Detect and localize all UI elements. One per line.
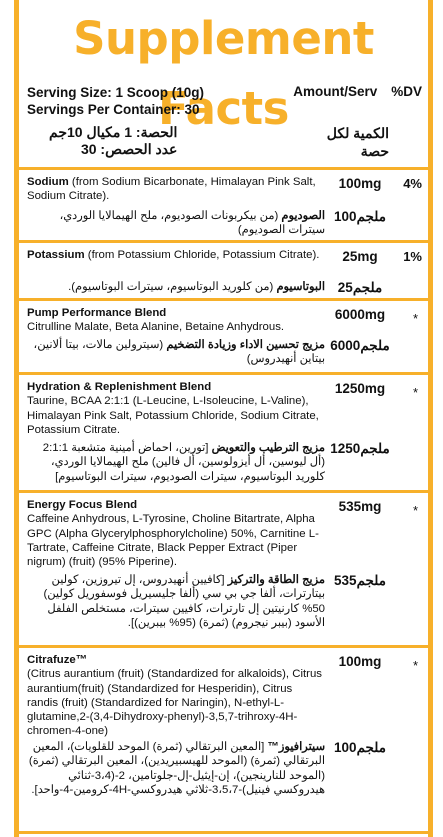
serving-size: Serving Size: 1 Scoop (10g)	[27, 85, 205, 100]
blend-ingredients-ar: [تورين، احماض أمينية متشعبة 2:1:1 (أل ليوسين، أل أيزولوسين، أل فالين) ملح الهيمالايا الوردي، كلوريد البوتاسيوم، سيترات الصوديوم، سيترات البوتاسيوم]	[42, 442, 325, 483]
amount-header-ar-line1: الكمية لكل	[326, 125, 389, 141]
blend-name: Pump Performance Blend	[27, 307, 167, 319]
blend-ingredients-ar: [المعين البرتقالي (ثمرة) الموحد للقلويات)، المعين البرتقالي (ثمرة) (الموحد للهيسبيريدين)، المعين البرتقالي (ثمرة) (الموحد للنارينجين)، إن-إيثيل-إل-جلوتامين، 2-(3،4-ثنائي هيدروكسي فينيل)-3،5،7-ثلاثي هيدروكسي-4H-كرومين-4-واحد].	[28, 741, 325, 796]
supplement-facts-panel	[14, 0, 433, 837]
blend-desc	[27, 380, 325, 437]
blend-desc	[27, 306, 325, 335]
blend-desc	[27, 498, 325, 569]
nutrient-name-ar: الصوديوم	[281, 210, 325, 222]
daily-value: 1%	[403, 249, 422, 264]
dv-column-header: %DV	[391, 84, 422, 99]
amount-column-header: Amount/Serv	[293, 84, 378, 99]
blend-ingredients: Taurine, BCAA 2:1:1 (L-Leucine, L-Isoleucine, L-Valine), Himalayan Pink Salt, Potassium Chloride, Sodium Citrate, Potassium Citrate.	[27, 395, 319, 436]
serving-info	[27, 84, 204, 118]
amount-ar: 100ملجم	[334, 740, 386, 755]
amount: 25mg	[342, 249, 378, 264]
amount-ar: 100ملجم	[334, 209, 386, 224]
divider	[19, 831, 428, 834]
blend-desc-ar	[27, 338, 325, 367]
nutrient-sources: (from Sodium Bicarbonate, Himalayan Pink Salt, Sodium Citrate).	[27, 176, 316, 203]
divider	[19, 298, 428, 301]
dv-not-established: *	[412, 385, 418, 400]
dv-not-established: *	[412, 311, 418, 326]
amount-ar: 25ملجم	[337, 280, 383, 295]
blend-desc-ar	[27, 573, 325, 630]
divider	[19, 240, 428, 243]
blend-ingredients: Caffeine Anhydrous, L-Tyrosine, Choline Bitartrate, Alpha GPC (Alpha Glycerylphosphorylcholine) 50%, Carnitine L-Tartrate, Caffeine Citrate, Black Pepper Extract (Piper nigrum) (fruit) (95% Piperine).	[27, 513, 319, 569]
amount-ar: 6000ملجم	[330, 338, 390, 353]
amount: 1250mg	[334, 381, 386, 396]
blend-name: Energy Focus Blend	[27, 499, 138, 511]
blend-name-ar: سيترافيوز™	[267, 741, 325, 753]
amount-ar: 1250ملجم	[330, 441, 390, 456]
nutrient-sources-ar: (من بيكربونات الصوديوم، ملح الهيمالايا الوردي، سيترات الصوديوم)	[59, 210, 325, 237]
nutrient-desc-ar	[27, 209, 325, 238]
amount-column-header-ar	[289, 124, 389, 160]
blend-name-ar: مزيج الترطيب والتعويض	[211, 442, 325, 454]
nutrient-name: Potassium	[27, 249, 85, 261]
amount-ar: 535ملجم	[334, 573, 386, 588]
nutrient-name: Sodium	[27, 176, 69, 188]
divider	[19, 490, 428, 493]
serving-info-ar	[49, 124, 177, 158]
nutrient-desc-ar	[27, 280, 325, 294]
blend-name: Citrafuze™	[27, 654, 88, 666]
servings-per-container: Servings Per Container: 30	[27, 102, 200, 117]
blend-name-ar: مزيج الطاقة والتركيز	[227, 574, 325, 586]
amount: 535mg	[338, 499, 382, 514]
blend-name-ar: مزيج تحسين الاداء وزيادة التضخيم	[166, 339, 325, 351]
serving-size-ar: الحصة: 1 مكيال 10جم	[49, 124, 178, 140]
blend-name: Hydration & Replenishment Blend	[27, 381, 212, 393]
divider	[19, 167, 428, 170]
amount: 100mg	[338, 654, 382, 669]
divider	[19, 645, 428, 648]
blend-ingredients-ar: (سيترولين مالات، بيتا ألانين، بيتاين أنهيدروس)	[33, 339, 325, 366]
nutrient-sources-ar: (من كلوريد البوتاسيوم، سيترات البوتاسيوم).	[68, 281, 277, 293]
dv-not-established: *	[412, 503, 418, 518]
blend-desc-ar	[27, 441, 325, 484]
blend-ingredients: (Citrus aurantium (fruit) (Standardized for alkaloids), Citrus aurantium(fruit) (Standardized for Hesperidin), Citrus randis (fruit) (Standardized for Naringin), N-ethyl-L-glutamine,2-(3,4-Dihydroxy-phenyl)-3,5,7-trihroxy-4H-chromen-4-one)	[27, 668, 322, 738]
column-headers	[279, 84, 422, 99]
daily-value: 4%	[403, 176, 422, 191]
blend-ingredients-ar: [كافيين أنهيدروس، إل تيروزين، كولين بيتارترات، ألفا جي بي سي (ألفا جليسيريل فوسفوريل كولين) 50% كارنيتين إل تارترات، كافيين سيترات، مستخلص الفلفل الأسود (بيبر نيجروم) (ثمرة) (95% بيبرين)].	[43, 574, 325, 629]
nutrient-sources: (from Potassium Chloride, Potassium Citrate).	[84, 249, 320, 261]
divider	[19, 372, 428, 375]
nutrient-name-ar: البوتاسيوم	[276, 281, 325, 293]
amount: 100mg	[338, 176, 382, 191]
blend-ingredients: Citrulline Malate, Beta Alanine, Betaine Anhydrous.	[27, 321, 285, 334]
blend-desc-ar	[27, 740, 325, 797]
blend-desc	[27, 653, 325, 739]
servings-ar: عدد الحصص: 30	[80, 141, 178, 157]
panel-title: Supplement Facts	[73, 12, 374, 135]
nutrient-desc	[27, 175, 325, 204]
dv-not-established: *	[412, 658, 418, 673]
amount-header-ar-line2: حصة	[360, 143, 389, 159]
amount: 6000mg	[334, 307, 386, 322]
nutrient-desc	[27, 248, 325, 262]
